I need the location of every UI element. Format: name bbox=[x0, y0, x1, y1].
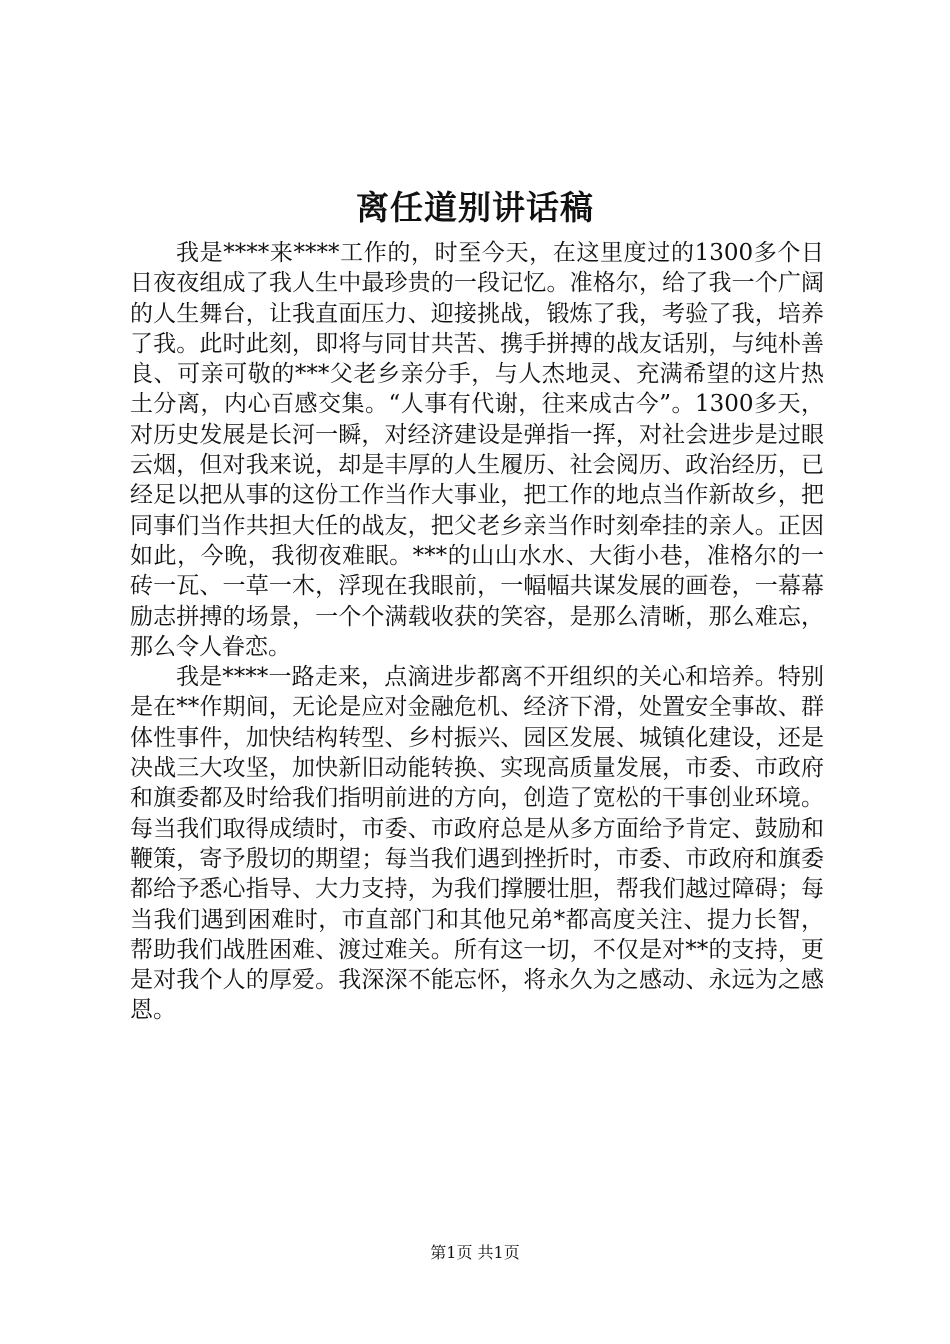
paragraph-2: 我是****一路走来，点滴进步都离不开组织的关心和培养。特别是在**作期间，无论是应对金融危机、经济下滑，处置安全事故、群体性事件，加快结构转型、乡村振兴、园区发展、城镇化建设，还是决战三大攻坚，加快新旧动能转换、实现高质量发展，市委、市政府和旗委都及时给我们指明前进的方向，创造了宽松的干事创业环境。每当我们取得成绩时，市委、市政府总是从多方面给予肯定、鼓励和鞭策，寄予殷切的期望；每当我们遇到挫折时，市委、市政府和旗委都给予悉心指导、大力支持，为我们撑腰壮胆，帮我们越过障碍；每当我们遇到困难时，市直部门和其他兄弟*都高度关注、提力长智，帮助我们战胜困难、渡过难关。所有这一切，不仅是对**的支持，更是对我个人的厚爱。我深深不能忘怀，将永久为之感动、永远为之感恩。 bbox=[130, 664, 824, 1024]
document-title: 离任道别讲话稿 bbox=[356, 188, 594, 227]
page-number-footer: 第1页 共1页 bbox=[430, 1243, 520, 1262]
paragraph-1: 我是****来****工作的，时至今天，在这里度过的1300多个日日夜夜组成了我人生中最珍贵的一段记忆。准格尔，给了我一个广阔的人生舞台，让我直面压力、迎接挑战，锻炼了我，考验了我，培养了我。此时此刻，即将与同甘共苦、携手拼搏的战友话别，与纯朴善良、可亲可敬的***父老乡亲分手，与人杰地灵、充满希望的这片热土分离，内心百感交集。“人事有代谢，往来成古今”。1300多天，对历史发展是长河一瞬，对经济建设是弹指一挥，对社会进步是过眼云烟，但对我来说，却是丰厚的人生履历、社会阅历、政治经历，已经足以把从事的这份工作当作大事业，把工作的地点当作新故乡，把同事们当作共担大任的战友，把父老乡亲当作时刻牵挂的亲人。正因如此，今晚，我彻夜难眠。***的山山水水、大街小巷，准格尔的一砖一瓦、一草一木，浮现在我眼前，一幅幅共谋发展的画卷，一幕幕励志拼搏的场景，一个个满载收获的笑容，是那么清晰，那么难忘，那么令人眷恋。 bbox=[130, 240, 824, 660]
document-body bbox=[130, 238, 824, 1026]
